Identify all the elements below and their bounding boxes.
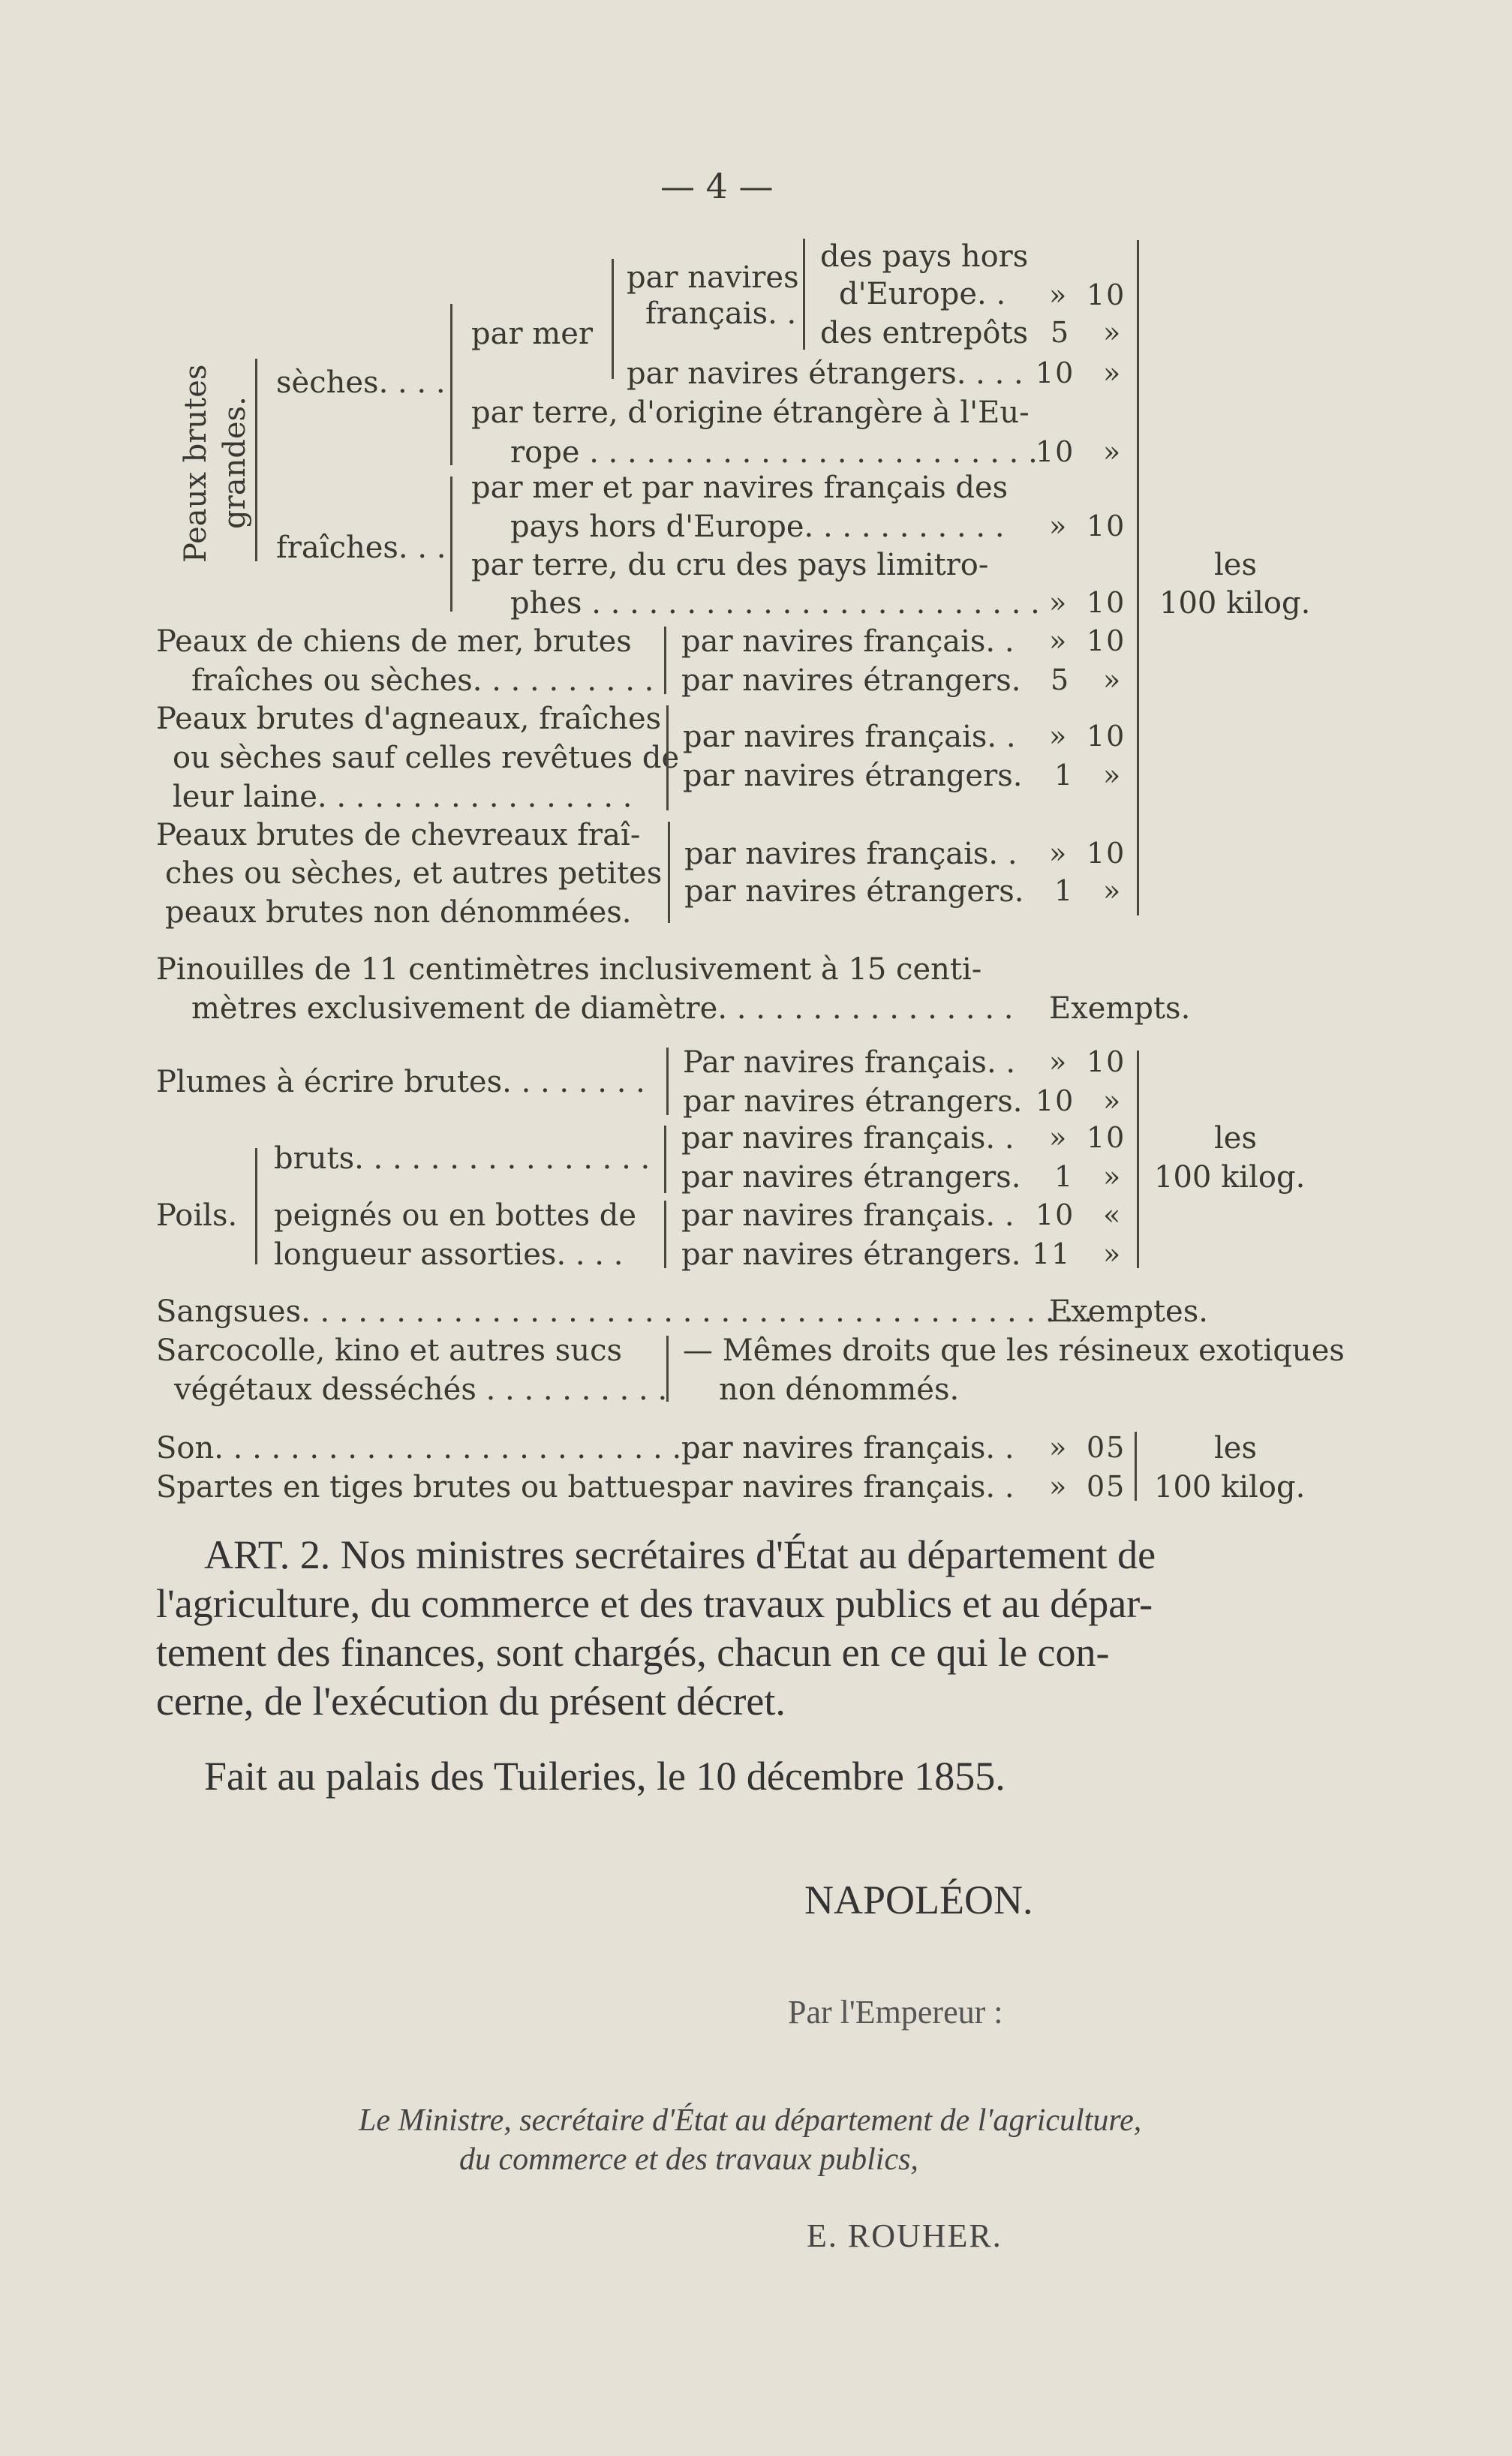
brace-seches	[450, 304, 460, 465]
des-pays-hors: des pays hors	[820, 239, 1029, 274]
peaux-brutes-label: Peaux brutes	[179, 364, 213, 563]
spartes-fr: par navires français. .	[681, 1470, 1015, 1505]
poils-b2: »	[1103, 1160, 1123, 1193]
poils-label: Poils.	[156, 1198, 238, 1233]
article-line-1: ART. 2. Nos ministres secrétaires d'État au département de	[204, 1532, 1156, 1577]
brace-navires-francais	[803, 239, 813, 350]
peaux-rate-1a: »	[1049, 278, 1069, 311]
son-label: Son. . . . . . . . . . . . . . . . . . . . . . . . . .	[156, 1431, 701, 1465]
poils-et2: par navires étrangers.	[681, 1237, 1021, 1272]
des-entrepots: des entrepôts	[820, 316, 1029, 350]
chevreaux-b1: 10	[1087, 837, 1126, 870]
chevreaux-l3: peaux brutes non dénommées.	[165, 895, 632, 930]
peaux-rate-3a: 10	[1036, 356, 1075, 389]
plumes-b2: »	[1103, 1084, 1123, 1117]
par-navires-label: par navires	[627, 260, 799, 295]
chiens-b2: »	[1103, 663, 1123, 696]
sarcocolle-l2: végétaux desséchés . . . . . . . . . .	[174, 1372, 668, 1407]
poils-fr2: par navires français. .	[681, 1198, 1015, 1233]
par-l-empereur: Par l'Empereur :	[788, 1994, 1003, 2031]
sarcocolle-r2: non dénommés.	[719, 1372, 960, 1407]
spartes-label: Spartes en tiges brutes ou battues	[156, 1470, 682, 1505]
pinouilles-l1: Pinouilles de 11 centimètres inclusivement à 15 centi-	[156, 952, 982, 987]
par-terre-1: par terre, d'origine étrangère à l'Eu-	[471, 395, 1030, 430]
agneaux-a1: »	[1049, 720, 1069, 753]
d-europe: d'Europe. .	[839, 277, 1006, 311]
article-line-4: cerne, de l'exécution du présent décret.	[156, 1679, 786, 1724]
poils-a2: 1	[1054, 1160, 1075, 1193]
poils-a1: »	[1049, 1121, 1069, 1154]
poils-fr1: par navires français. .	[681, 1121, 1015, 1156]
par-terre-cru-1: par terre, du cru des pays limitro-	[471, 548, 989, 582]
peaux-rate-3b: »	[1103, 356, 1123, 389]
chevreaux-a2: 1	[1054, 874, 1075, 907]
page-number: — 4 —	[660, 166, 774, 206]
sangsues-value: Exemptes.	[1049, 1294, 1208, 1329]
fait-au-palais: Fait au palais des Tuileries, le 10 décembre 1855.	[204, 1754, 1005, 1799]
peaux-rate-5b: 10	[1087, 510, 1126, 543]
poils-a3: 10	[1036, 1198, 1075, 1231]
poils-unit-2: 100 kilog.	[1154, 1160, 1306, 1195]
chiens-b1: 10	[1087, 624, 1126, 657]
peaux-rate-4a: 10	[1036, 435, 1075, 468]
par-mer-label: par mer	[471, 317, 594, 351]
sangsues-label: Sangsues. . . . . . . . . . . . . . . . . . . . . . . . . . . . . . . . . . . . . . . . . .	[156, 1294, 1093, 1329]
plumes-label: Plumes à écrire brutes. . . . . . . .	[156, 1065, 645, 1099]
peaux-rate-6b: 10	[1087, 586, 1126, 619]
peaux-unit-rule	[1137, 240, 1139, 915]
seches-label: sèches. . . .	[276, 365, 446, 400]
brace-peaux	[255, 359, 265, 561]
peaux-rate-6a: »	[1049, 586, 1069, 619]
spartes-b: 05	[1087, 1470, 1126, 1503]
poils-b1: 10	[1087, 1121, 1126, 1154]
sarcocolle-l1: Sarcocolle, kino et autres sucs	[156, 1333, 623, 1368]
fraiches-label: fraîches. . .	[276, 531, 446, 565]
poils-peignes-2: longueur assorties. . . .	[274, 1237, 624, 1272]
agneaux-b2: »	[1103, 759, 1123, 792]
son-fr: par navires français. .	[681, 1431, 1015, 1465]
brace-poils-peignes	[664, 1201, 672, 1268]
poils-a4: 11	[1032, 1237, 1072, 1270]
par-mer-fr-1: par mer et par navires français des	[471, 470, 1009, 505]
brace-sarcocolle	[666, 1336, 675, 1402]
chiens-a2: 5	[1051, 663, 1071, 696]
ministre-line-1: Le Ministre, secrétaire d'État au département de l'agriculture,	[359, 2103, 1142, 2138]
poils-peignes-1: peignés ou en bottes de	[274, 1198, 637, 1233]
brace-poils-bruts	[664, 1126, 672, 1193]
agneaux-fr: par navires français. .	[683, 720, 1016, 754]
chiens-fr: par navires français. .	[681, 624, 1015, 659]
poils-bruts: bruts. . . . . . . . . . . . . . . .	[274, 1141, 651, 1176]
peaux-rate-2a: 5	[1051, 316, 1071, 349]
rouher-signature: E. ROUHER.	[807, 2217, 1002, 2254]
peaux-rate-1b: 10	[1087, 278, 1126, 311]
spartes-unit-2: 100 kilog.	[1154, 1470, 1306, 1505]
francais-label: français. .	[645, 296, 797, 331]
chiens-a1: »	[1049, 624, 1069, 657]
par-terre-cru-2: phes . . . . . . . . . . . . . . . . . . . . . . . .	[510, 586, 1040, 621]
poils-b4: »	[1103, 1237, 1123, 1270]
article-line-2: l'agriculture, du commerce et des travaux publics et au dépar-	[156, 1581, 1153, 1626]
brace-chiens	[664, 627, 672, 694]
son-a: »	[1049, 1431, 1069, 1464]
plumes-fr: Par navires français. .	[683, 1045, 1016, 1080]
plumes-a1: »	[1049, 1045, 1069, 1078]
brace-son-spartes	[1135, 1432, 1143, 1501]
poils-b3: «	[1103, 1198, 1123, 1231]
chiens-l2: fraîches ou sèches. . . . . . . . . .	[191, 663, 654, 698]
chevreaux-a1: »	[1049, 837, 1069, 870]
peaux-rate-5a: »	[1049, 510, 1069, 543]
plumes-b1: 10	[1087, 1045, 1126, 1078]
par-terre-2: rope . . . . . . . . . . . . . . . . . . . . . . . .	[510, 435, 1038, 470]
plumes-et: par navires étrangers.	[683, 1084, 1023, 1119]
sarcocolle-r1: — Mêmes droits que les résineux exotiques	[683, 1333, 1345, 1368]
poils-unit-rule	[1137, 1051, 1139, 1268]
spartes-a: »	[1049, 1470, 1069, 1503]
par-mer-fr-2: pays hors d'Europe. . . . . . . . . . .	[510, 510, 1005, 544]
brace-agneaux	[666, 705, 675, 810]
plumes-a2: 10	[1036, 1084, 1075, 1117]
brace-chevreaux	[668, 822, 676, 923]
spartes-unit-1: les	[1214, 1431, 1257, 1465]
pinouilles-value: Exempts.	[1049, 991, 1191, 1026]
chevreaux-b2: »	[1103, 874, 1123, 907]
agneaux-l2: ou sèches sauf celles revêtues de	[173, 741, 680, 775]
brace-plumes	[666, 1048, 675, 1115]
pinouilles-l2: mètres exclusivement de diamètre. . . . . . . . . . . . . . . .	[191, 991, 1014, 1026]
chevreaux-l2: ches ou sèches, et autres petites	[165, 856, 663, 891]
napoleon-signature: NAPOLÉON.	[804, 1877, 1033, 1922]
brace-poils	[255, 1148, 263, 1264]
agneaux-et: par navires étrangers.	[683, 759, 1023, 793]
peaux-unit-2: 100 kilog.	[1159, 586, 1311, 621]
brace-fraiches	[450, 476, 460, 612]
brace-par-mer	[612, 259, 621, 379]
peaux-unit-1: les	[1214, 548, 1257, 582]
chevreaux-fr: par navires français. .	[684, 837, 1018, 871]
chevreaux-l1: Peaux brutes de chevreaux fraî-	[156, 818, 641, 852]
chiens-l1: Peaux de chiens de mer, brutes	[156, 624, 632, 659]
par-navires-etrangers: par navires étrangers. . . .	[627, 356, 1024, 391]
ministre-line-2: du commerce et des travaux publics,	[459, 2142, 918, 2177]
son-b: 05	[1087, 1431, 1126, 1464]
poils-et1: par navires étrangers.	[681, 1160, 1021, 1195]
chiens-et: par navires étrangers.	[681, 663, 1021, 698]
peaux-rate-4b: »	[1103, 435, 1123, 468]
agneaux-b1: 10	[1087, 720, 1126, 753]
chevreaux-et: par navires étrangers.	[684, 874, 1024, 909]
article-line-3: tement des finances, sont chargés, chacun en ce qui le con-	[156, 1630, 1110, 1675]
peaux-rate-2b: »	[1103, 316, 1123, 349]
grandes-label: grandes.	[218, 396, 252, 529]
agneaux-l3: leur laine. . . . . . . . . . . . . . . . .	[173, 780, 633, 814]
agneaux-l1: Peaux brutes d'agneaux, fraîches	[156, 702, 662, 736]
poils-unit-1: les	[1214, 1121, 1257, 1156]
agneaux-a2: 1	[1054, 759, 1075, 792]
